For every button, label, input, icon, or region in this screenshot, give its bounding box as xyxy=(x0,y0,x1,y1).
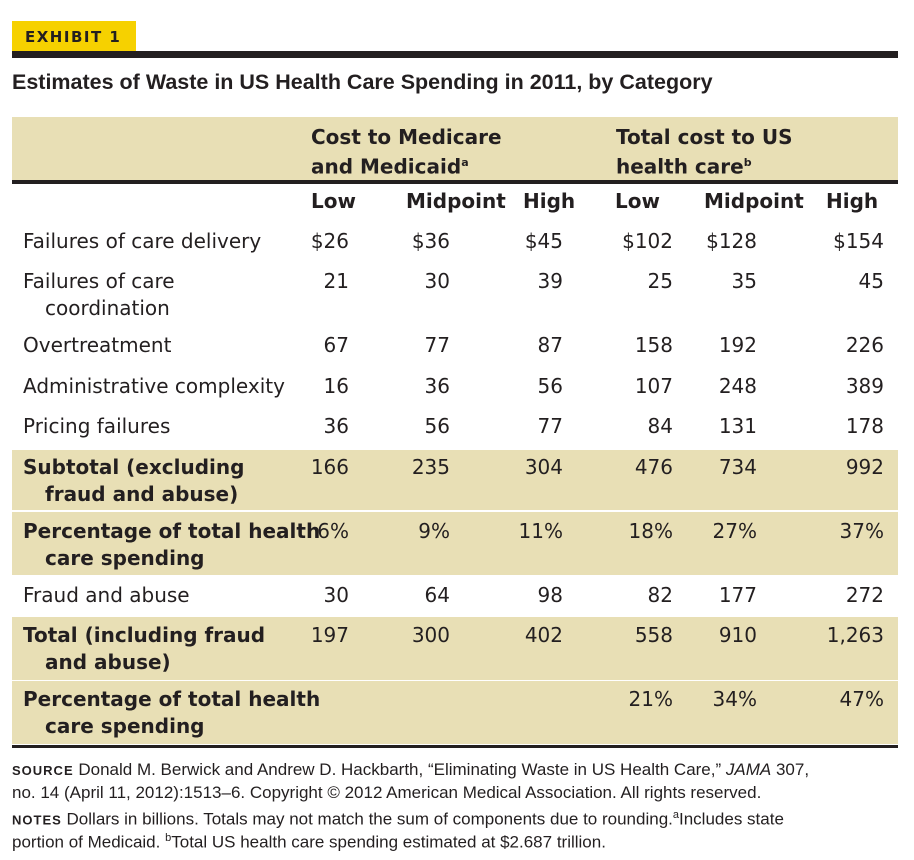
row-label xyxy=(23,582,190,609)
row-label-line: Total (including fraud xyxy=(23,623,266,647)
table-cell: 226 xyxy=(845,333,884,357)
row-label-line: care spending xyxy=(45,714,205,738)
table-cell: 177 xyxy=(718,583,757,607)
table-cell: 30 xyxy=(424,269,450,293)
row-label xyxy=(23,413,170,440)
total-group-header: Total cost to US health care$^b$ xyxy=(616,125,793,179)
table-cell: 64 xyxy=(424,583,450,607)
row-label-line: Pricing failures xyxy=(23,414,171,438)
column-header: Low xyxy=(311,189,356,213)
row-label-line: Fraud and abuse xyxy=(23,583,190,607)
medicare-group-header: Cost to Medicare and Medicaid$^a$ xyxy=(311,125,502,179)
table-cell: 734 xyxy=(718,455,757,479)
table-cell: 992 xyxy=(845,455,884,479)
table-cell: 27% xyxy=(712,519,757,543)
table-cell: 558 xyxy=(634,623,673,647)
exhibit-title: Estimates of Waste in US Health Care Spending in 2011, by Category xyxy=(12,70,713,94)
table-cell: 35 xyxy=(731,269,757,293)
table-cell: 56 xyxy=(424,414,450,438)
table-cell: 235 xyxy=(411,455,450,479)
table-cell: 248 xyxy=(718,374,757,398)
row-label xyxy=(23,518,320,572)
row-label xyxy=(23,622,265,676)
table-cell: $36 xyxy=(411,229,450,253)
row-label-line: and abuse) xyxy=(45,650,171,674)
table-cell: 304 xyxy=(524,455,563,479)
table-cell: 98 xyxy=(537,583,563,607)
table-cell: 272 xyxy=(845,583,884,607)
table-cell: 30 xyxy=(323,583,349,607)
exhibit-tag: EXHIBIT 1 xyxy=(12,21,136,51)
header-rule xyxy=(12,180,898,184)
table-cell: 107 xyxy=(634,374,673,398)
row-label-line: Failures of care xyxy=(23,269,175,293)
row-label-line: Overtreatment xyxy=(23,333,172,357)
column-header: High xyxy=(523,189,576,213)
column-header: Low xyxy=(615,189,660,213)
row-label-line: Failures of care delivery xyxy=(23,229,262,253)
table-cell: 39 xyxy=(537,269,563,293)
table-cell: 910 xyxy=(718,623,757,647)
row-label xyxy=(23,454,244,508)
table-cell: 389 xyxy=(845,374,884,398)
table-cell: 82 xyxy=(647,583,673,607)
table-cell: 21 xyxy=(323,269,349,293)
source-note-line2: no. 14 (April 11, 2012):1513–6. Copyright © 2012 American Medical Association. All rights reserved. xyxy=(12,783,762,802)
table-cell: 16 xyxy=(323,374,349,398)
table-cell: 402 xyxy=(524,623,563,647)
row-label-line: Percentage of total health xyxy=(23,687,321,711)
table-cell: 11% xyxy=(518,519,563,543)
source-note: SOURCE Donald M. Berwick and Andrew D. Hackbarth, “Eliminating Waste in US Health Care,” JAMA 307, xyxy=(12,760,810,779)
table-cell: $102 xyxy=(622,229,673,253)
notes-line2: portion of Medicaid. $^b$Total US health care spending estimated at $2.687 trillion. xyxy=(12,832,606,852)
table-cell: $26 xyxy=(310,229,349,253)
table-cell: 45 xyxy=(858,269,884,293)
table-cell: 36 xyxy=(424,374,450,398)
table-cell: 300 xyxy=(411,623,450,647)
table-cell: 56 xyxy=(537,374,563,398)
table-cell: 25 xyxy=(647,269,673,293)
table-cell: 37% xyxy=(839,519,884,543)
table-cell: 178 xyxy=(845,414,884,438)
table-cell: 18% xyxy=(628,519,673,543)
row-label-line: fraud and abuse) xyxy=(45,482,239,506)
table-cell: 34% xyxy=(712,687,757,711)
table-cell: 87 xyxy=(537,333,563,357)
table-cell: 77 xyxy=(537,414,563,438)
table-cell: 36 xyxy=(323,414,349,438)
table-cell: 67 xyxy=(323,333,349,357)
table-cell: 84 xyxy=(647,414,673,438)
row-label xyxy=(23,686,320,740)
column-header: High xyxy=(826,189,879,213)
bottom-rule xyxy=(12,745,898,748)
row-label-line: Subtotal (excluding xyxy=(23,455,245,479)
table-cell: 21% xyxy=(628,687,673,711)
table-cell: 197 xyxy=(310,623,349,647)
row-label-line: Percentage of total health xyxy=(23,519,321,543)
notes: NOTES Dollars in billions. Totals may not match the sum of components due to rounding.$^a$Includes state xyxy=(12,809,784,829)
table-cell: 158 xyxy=(634,333,673,357)
row-label xyxy=(23,373,285,400)
table-cell: 1,263 xyxy=(826,623,884,647)
table-cell: 9% xyxy=(418,519,450,543)
table-cell: 192 xyxy=(718,333,757,357)
top-rule xyxy=(12,51,898,58)
table-cell: $128 xyxy=(706,229,757,253)
table-cell: 6% xyxy=(317,519,349,543)
table-cell: 166 xyxy=(310,455,349,479)
table-cell: 131 xyxy=(718,414,757,438)
row-label xyxy=(23,332,171,359)
row-label-line: coordination xyxy=(45,296,170,320)
table-cell: 77 xyxy=(424,333,450,357)
table-cell: $45 xyxy=(524,229,563,253)
row-label xyxy=(23,228,261,255)
column-header: Midpoint xyxy=(704,189,804,213)
column-header: Midpoint xyxy=(406,189,506,213)
table-cell: 47% xyxy=(839,687,884,711)
table-cell: 476 xyxy=(634,455,673,479)
row-label-line: Administrative complexity xyxy=(23,374,285,398)
row-label-line: care spending xyxy=(45,546,205,570)
row-label xyxy=(23,268,175,322)
table-cell: $154 xyxy=(833,229,884,253)
